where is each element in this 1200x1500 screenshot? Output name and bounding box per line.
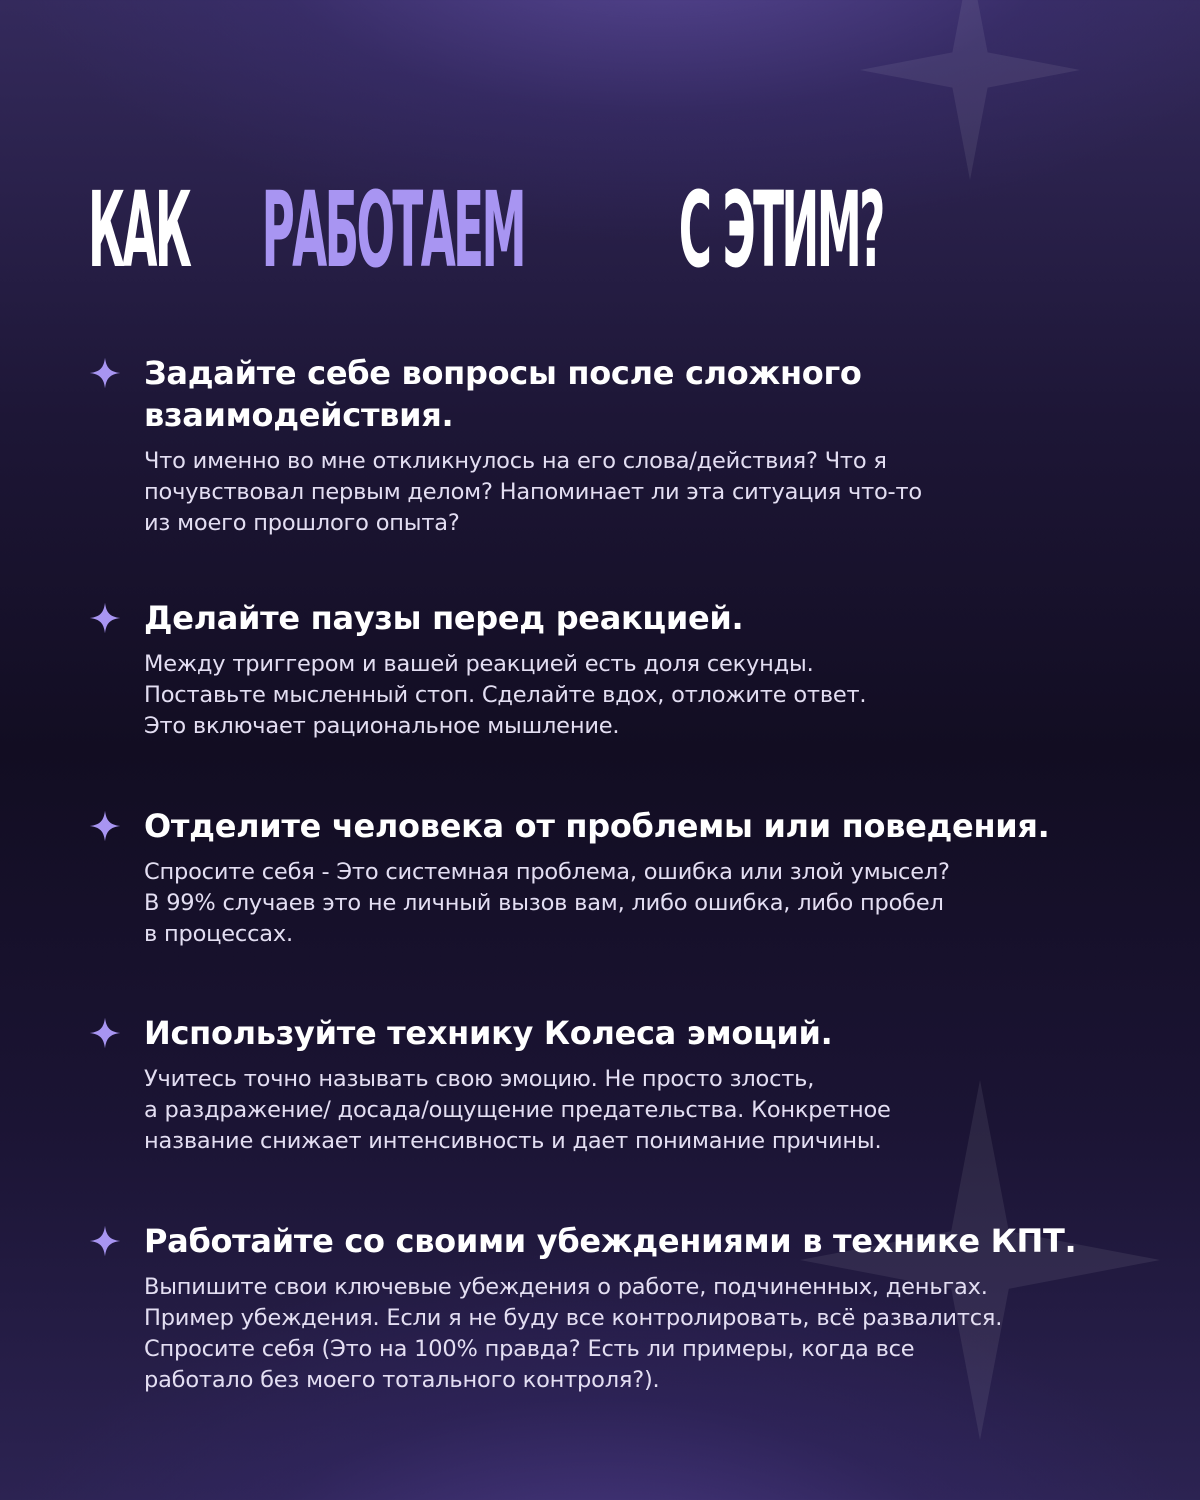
item-body: Между триггером и вашей реакцией есть доля секунды. Поставьте мысленный стоп. Сделайте вдох, отложите ответ. Это включает рациональное мышление.: [144, 651, 867, 739]
list-item: [88, 1220, 1148, 1396]
title-word-accent: РАБОТАЕМ: [261, 169, 524, 291]
page-title: [88, 169, 1128, 291]
title-word-1: КАК: [88, 169, 190, 291]
sparkle-icon: [88, 1224, 122, 1258]
item-title: Отделите человека от проблемы или поведения.: [144, 807, 1050, 845]
list-item: [88, 1012, 1148, 1157]
item-title: Делайте паузы перед реакцией.: [144, 599, 744, 637]
list-item: [88, 805, 1148, 950]
item-body: Учитесь точно называть свою эмоцию. Не просто злость, а раздражение/ досада/ощущение предательства. Конкретное название снижает интенсивность и дает понимание причины.: [144, 1066, 891, 1154]
sparkle-icon: [88, 1016, 122, 1050]
item-body: Выпишите свои ключевые убеждения о работе, подчиненных, деньгах. Пример убеждения. Если я не буду все контролировать, всё развалится. Спросите себя (Это на 100% правда? Есть ли примеры, когда все работало без моего тотального контроля?).: [144, 1274, 1003, 1393]
sparkle-icon: [88, 601, 122, 635]
title-word-3: С ЭТИМ?: [678, 169, 884, 291]
decorative-star-icon: [860, 0, 1080, 180]
item-title: Используйте технику Колеса эмоций.: [144, 1014, 833, 1052]
item-title: Работайте со своими убеждениями в технике КПТ.: [144, 1222, 1077, 1260]
item-body: Что именно во мне откликнулось на его слова/действия? Что я почувствовал первым делом? Напоминает ли эта ситуация что-то из моего прошлого опыта?: [144, 448, 922, 536]
item-title: Задайте себе вопросы после сложного взаимодействия.: [144, 354, 862, 434]
sparkle-icon: [88, 356, 122, 390]
list-item: [88, 597, 1148, 742]
list-item: [88, 352, 1148, 539]
item-body: Спросите себя - Это системная проблема, ошибка или злой умысел? В 99% случаев это не личный вызов вам, либо ошибка, либо пробел в процессах.: [144, 859, 950, 947]
sparkle-icon: [88, 809, 122, 843]
